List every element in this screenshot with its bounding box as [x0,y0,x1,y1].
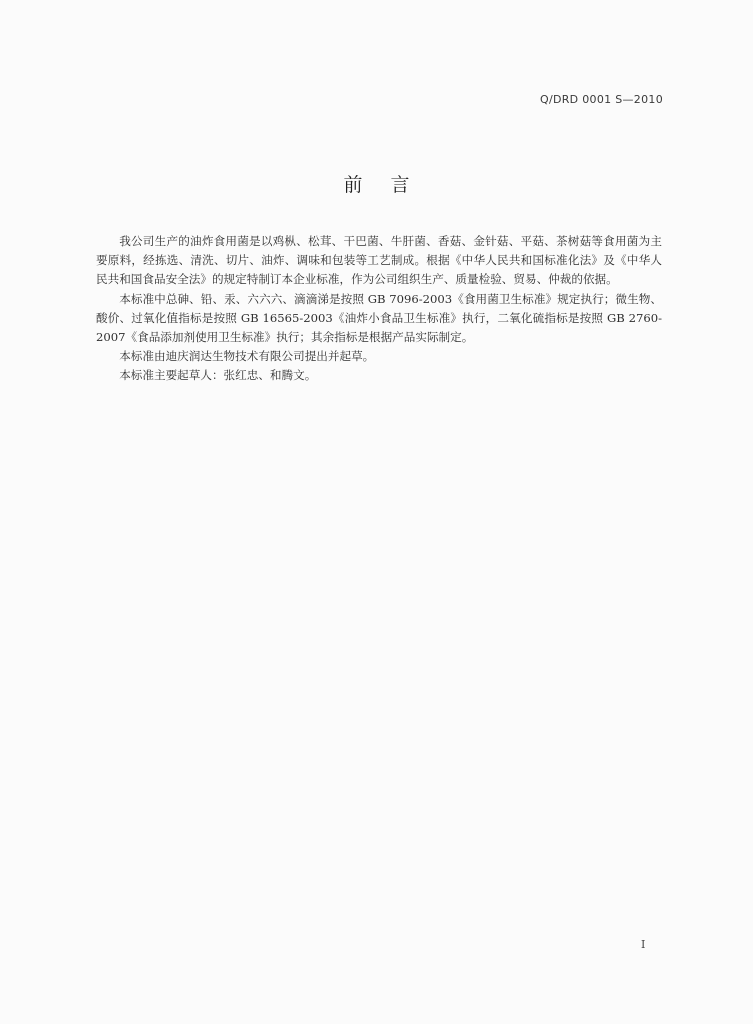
paragraph-intro: 我公司生产的油炸食用菌是以鸡枞、松茸、干巴菌、牛肝菌、香菇、金针菇、平菇、茶树菇等食用菌为主要原料，经拣选、清洗、切片、油炸、调味和包装等工艺制成。根据《中华人民共和国标准化法》及《中华人民共和国食品安全法》的规定特制订本企业标准，作为公司组织生产、质量检验、贸易、仲裁的依据。 [96,234,662,287]
page-number: I [641,938,646,951]
paragraph-indicators: 本标准中总砷、铅、汞、六六六、滴滴涕是按照 GB 7096-2003《食用菌卫生标准》规定执行；微生物、酸价、过氧化值指标是按照 GB 16565-2003《油炸小食品卫生标准》执行，二氧化硫指标是按照 GB 2760-2007《食品添加剂使用卫生标准》执行；其余指标是根据产品实际制定。 [96,291,662,345]
paragraph-proposer: 本标准由迪庆润达生物技术有限公司提出并起草。 [119,349,375,364]
paragraph-drafters: 本标准主要起草人：张红忠、和腾文。 [119,368,317,383]
page-title: 前言 [343,174,438,196]
document-code: Q/DRD 0001 S—2010 [539,93,663,106]
foreword-body [96,232,662,386]
